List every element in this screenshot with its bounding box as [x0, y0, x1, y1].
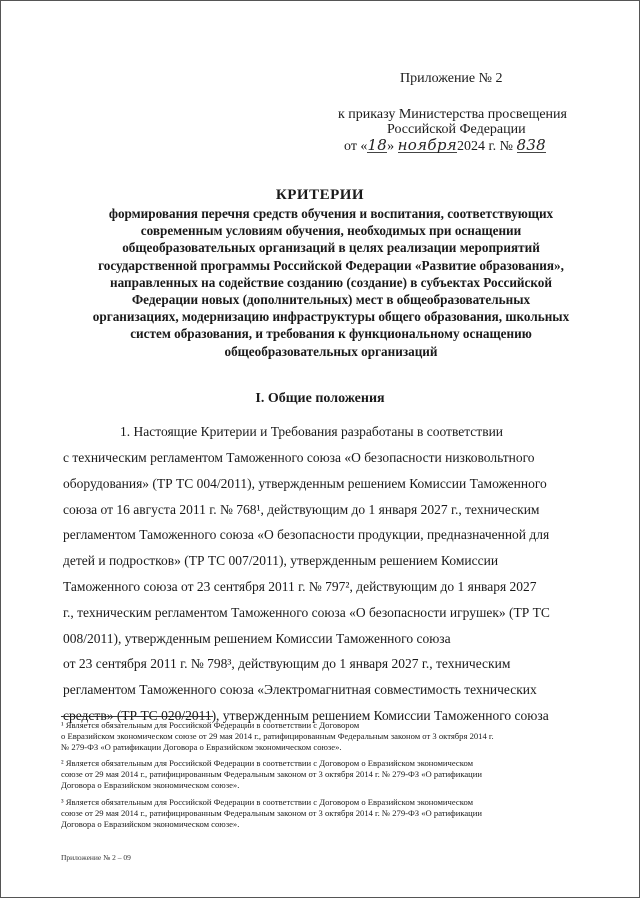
paragraph-line: от 23 сентября 2011 г. № 798³, действующим до 1 января 2027 г., техническим	[63, 656, 511, 672]
ministry-name: Российской Федерации	[387, 122, 526, 137]
subtitle-line: общеобразовательных организаций	[224, 343, 438, 359]
paragraph-line: регламентом Таможенного союза «Электромагнитная совместимость технических	[63, 682, 537, 698]
subtitle-line: формирования перечня средств обучения и воспитания, соответствующих	[108, 206, 554, 221]
paragraph-line: с техническим регламентом Таможенного союза «О безопасности низковольтного	[63, 450, 535, 465]
footnote-3	[61, 797, 603, 831]
paragraph-line: 008/2011), утвержденным решением Комиссии Таможенного союза	[63, 630, 451, 646]
document-subtitle	[59, 205, 603, 360]
footnote-line: ³ Является обязательным для Российской Федерации в соответствии с Договором о Евразийском экономическом	[61, 797, 474, 807]
paragraph-body	[63, 445, 550, 729]
handwritten-day: 18	[367, 136, 388, 154]
section-heading: I. Общие положения	[255, 391, 385, 406]
date-prefix: от «	[344, 139, 368, 154]
handwritten-order-number: 838	[516, 136, 547, 154]
footnote-line: Договора о Евразийском экономическом союзе».	[61, 819, 240, 830]
footnote-line: № 279-ФЗ «О ратификации Договора о Евразийском экономическом союзе».	[61, 742, 342, 753]
paragraph-line: детей и подростков» (ТР ТС 007/2011), утвержденным решением Комиссии	[63, 553, 499, 569]
subtitle-line: организациях, модернизацию инфраструктуры общего образования, школьных	[92, 309, 570, 325]
footnote-divider	[61, 716, 213, 717]
subtitle-line: Федерации новых (дополнительных) мест в общеобразовательных	[131, 292, 531, 308]
subtitle-line: государственной программы Российской Федерации «Развитие образования»,	[98, 257, 564, 273]
paragraph-line: средств» (ТР ТС 020/2011), утвержденным решением Комиссии Таможенного союза	[63, 707, 549, 723]
footnote-line: ¹ Является обязательным для Российской Федерации в соответствии с Договором	[61, 720, 360, 730]
order-date-number	[344, 138, 546, 155]
footnote-line: о Евразийском экономическом союзе от 29 мая 2014 г., ратифицированным Федеральным законом от 3 октября 2014 г.	[61, 731, 494, 742]
handwritten-month: ноября	[397, 136, 457, 154]
footnote-2	[61, 758, 603, 792]
footnote-line: Договора о Евразийском экономическом союзе».	[61, 780, 240, 791]
paragraph-line-first: 1. Настоящие Критерии и Требования разработаны в соответствии	[120, 424, 504, 439]
paragraph-line: союза от 16 августа 2011 г. № 768¹, действующим до 1 января 2027 г., техническим	[63, 501, 540, 517]
page-footer: Приложение № 2 – 09	[61, 853, 131, 862]
subtitle-line: общеобразовательных организаций в целях реализации мероприятий	[122, 240, 540, 256]
footnote-line: союзе от 29 мая 2014 г., ратифицированным Федеральным законом от 3 октября 2014 г. № 279-ФЗ «О ратификации	[61, 808, 482, 819]
footnote-line: союзе от 29 мая 2014 г., ратифицированным Федеральным законом от 3 октября 2014 г. № 279-ФЗ «О ратификации	[61, 769, 482, 780]
paragraph-line: оборудования» (ТР ТС 004/2011), утвержденным решением Комиссии Таможенного	[63, 475, 547, 491]
subtitle-line: направленных на содействие созданию (создание) в субъектах Российской	[110, 274, 552, 290]
document-title: КРИТЕРИИ	[275, 187, 365, 203]
subtitle-line: систем образования, и требования к функциональному оснащению	[130, 326, 532, 342]
footnote-line: ² Является обязательным для Российской Федерации в соответствии с Договором о Евразийском экономическом	[61, 758, 474, 768]
date-mid: »	[387, 139, 395, 154]
appendix-label: Приложение № 2	[400, 71, 503, 86]
paragraph-line: г., техническим регламентом Таможенного союза «О безопасности игрушек» (ТР ТС	[63, 604, 550, 620]
subtitle-line: современным условиям обучения, необходимых при оснащении	[140, 223, 522, 239]
order-reference: к приказу Министерства просвещения	[338, 107, 567, 122]
year-number-label: 2024 г. №	[456, 139, 513, 154]
paragraph-line: Таможенного союза от 23 сентября 2011 г. № 797², действующим до 1 января 2027	[63, 578, 537, 594]
paragraph-line: регламентом Таможенного союза «О безопасности продукции, предназначенной для	[63, 527, 550, 543]
footnote-1	[61, 720, 603, 754]
